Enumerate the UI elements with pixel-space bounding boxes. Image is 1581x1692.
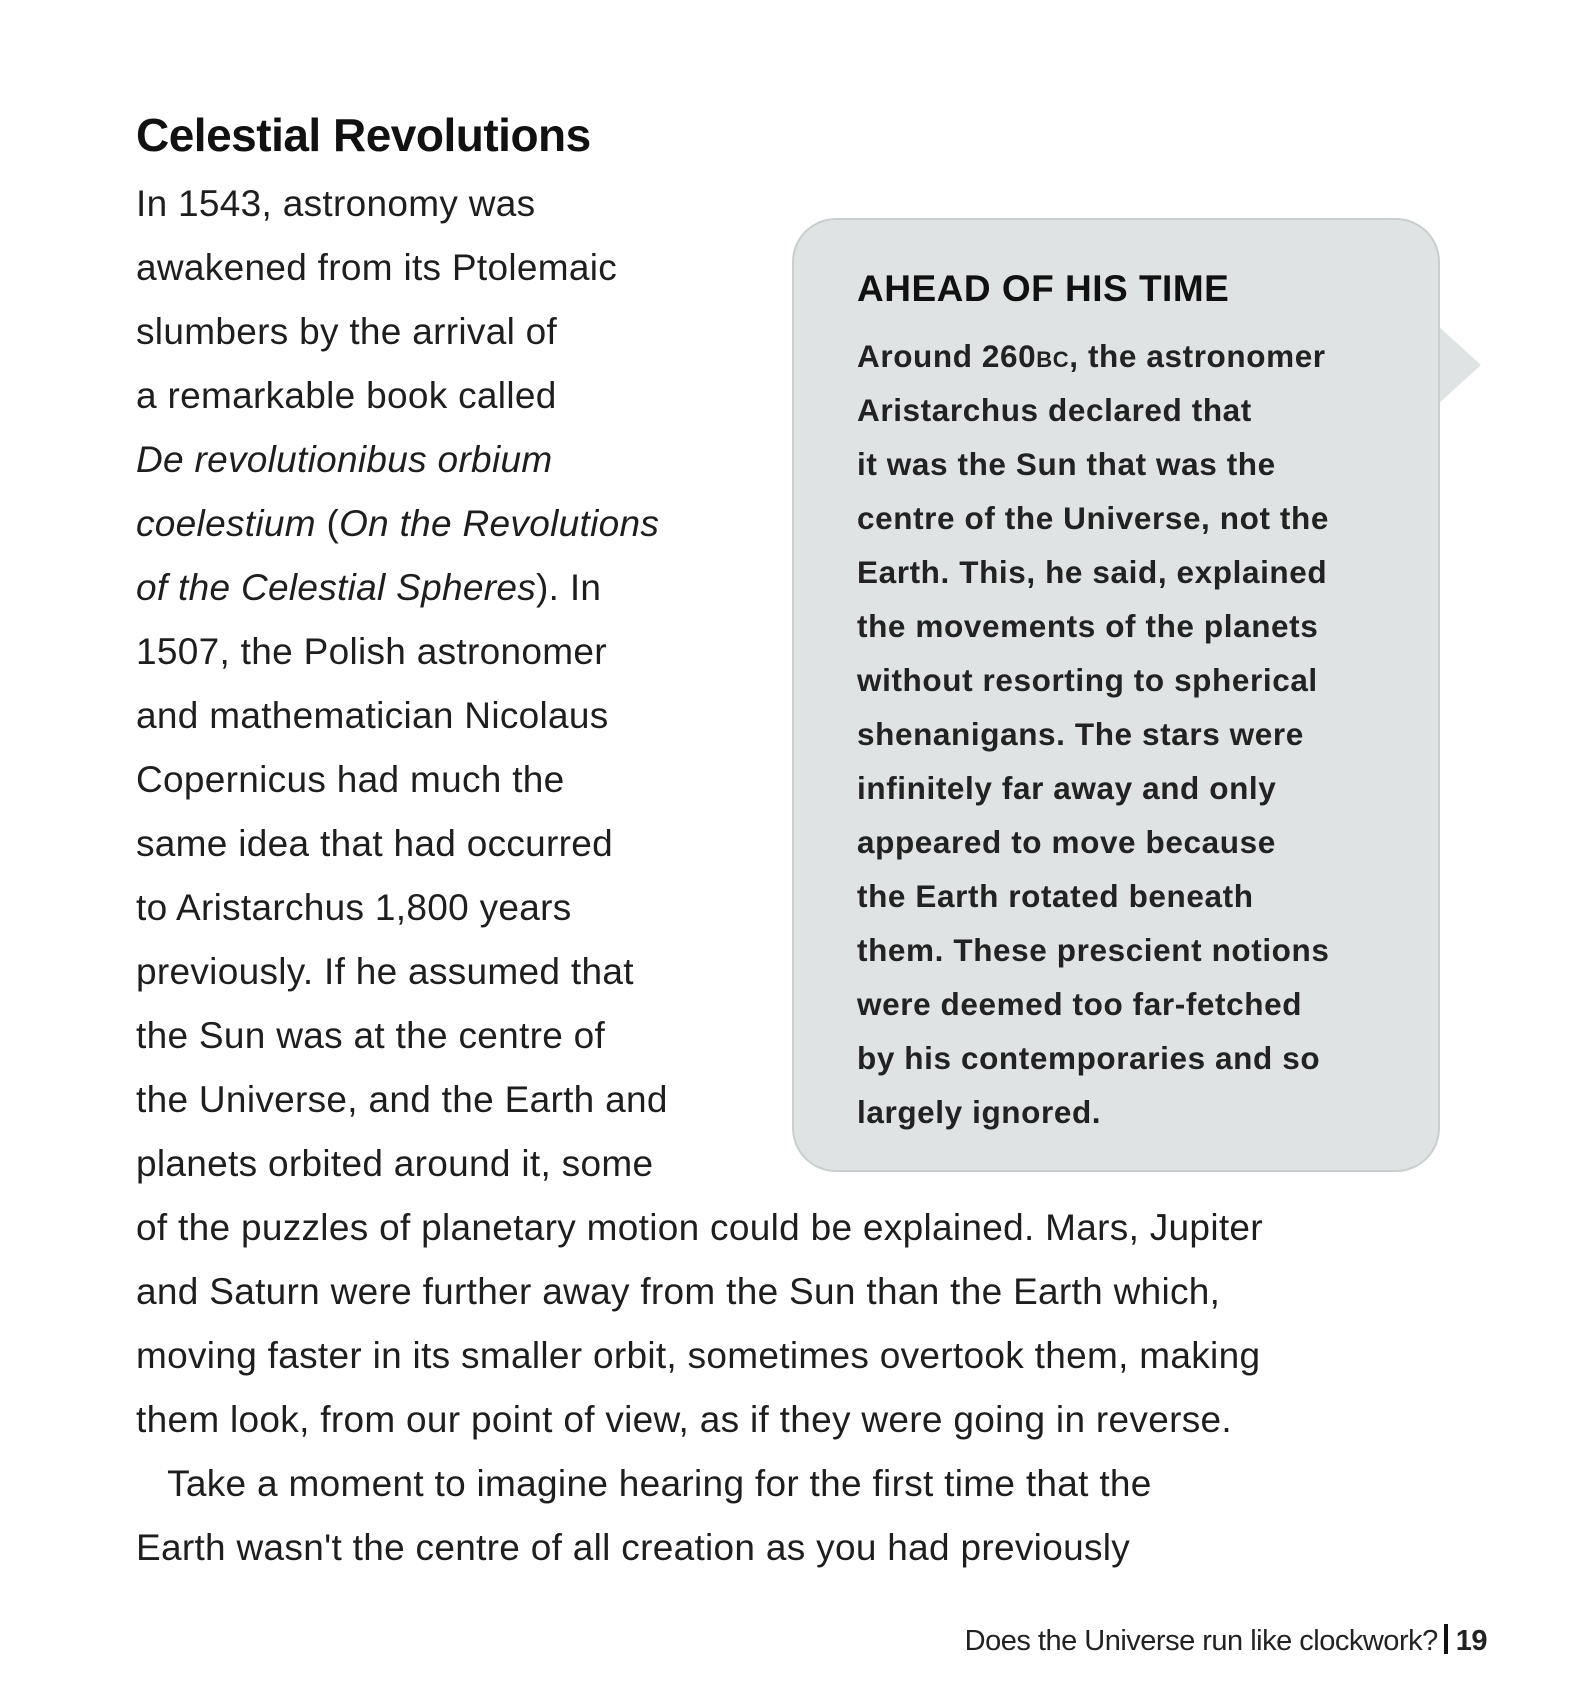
callout-line: shenanigans. The stars were <box>857 716 1304 752</box>
body-line: same idea that had occurred <box>136 823 614 864</box>
book-title-translation: of the Celestial Spheres <box>136 567 537 608</box>
page-number: 19 <box>1455 1625 1487 1657</box>
body-line: and Saturn were further away from the Sun than the Earth which, <box>136 1271 1221 1312</box>
body-line: and mathematician Nicolaus <box>136 695 609 736</box>
section-heading: Celestial Revolutions <box>136 109 591 161</box>
page-footer <box>965 1624 1487 1658</box>
body-line <box>136 502 659 546</box>
body-line: Earth wasn't the centre of all creation as you had previously <box>136 1527 1131 1568</box>
callout-line: it was the Sun that was the <box>857 446 1276 482</box>
callout-line: the Earth rotated beneath <box>857 878 1254 914</box>
body-line <box>136 566 601 610</box>
callout-line: by his contemporaries and so <box>857 1040 1321 1076</box>
body-line: 1507, the Polish astronomer <box>136 631 607 672</box>
text: Around 260 <box>857 338 1037 374</box>
body-line: them look, from our point of view, as if they were going in reverse. <box>136 1399 1232 1440</box>
body-line: awakened from its Ptolemaic <box>136 247 618 288</box>
callout-line: infinitely far away and only <box>857 770 1277 806</box>
body-line: of the puzzles of planetary motion could be explained. Mars, Jupiter <box>136 1207 1263 1248</box>
body-line: to Aristarchus 1,800 years <box>136 887 572 928</box>
body-line: moving faster in its smaller orbit, sometimes overtook them, making <box>136 1335 1261 1376</box>
paren: ( <box>315 503 340 544</box>
footer-divider <box>1444 1624 1448 1654</box>
callout-title: AHEAD OF HIS TIME <box>857 268 1230 309</box>
callout-line: appeared to move because <box>857 824 1276 860</box>
book-title: coelestium <box>136 503 316 544</box>
callout-line <box>857 337 1326 379</box>
running-head: Does the Universe run like clockwork? <box>964 1625 1438 1657</box>
body-line: a remarkable book called <box>136 375 557 416</box>
body-line: the Sun was at the centre of <box>136 1015 606 1056</box>
callout-line: them. These prescient notions <box>857 932 1330 968</box>
book-title-line: De revolutionibus orbium <box>136 439 553 480</box>
book-title-translation: On the Revolutions <box>339 503 660 544</box>
text: ). In <box>536 567 602 608</box>
era-smallcaps: BC <box>1036 347 1070 372</box>
callout-line: were deemed too far-fetched <box>857 986 1303 1022</box>
body-line: Copernicus had much the <box>136 759 565 800</box>
body-line: slumbers by the arrival of <box>136 311 558 352</box>
callout-line: centre of the Universe, not the <box>857 500 1329 536</box>
callout-line: without resorting to spherical <box>857 662 1318 698</box>
body-line: the Universe, and the Earth and <box>136 1079 668 1120</box>
callout-tail <box>1437 325 1481 405</box>
text: , the astronomer <box>1069 338 1326 374</box>
callout-line: Aristarchus declared that <box>857 392 1252 428</box>
body-line: planets orbited around it, some <box>136 1143 654 1184</box>
callout-line: largely ignored. <box>857 1094 1102 1130</box>
body-line: Take a moment to imagine hearing for the first time that the <box>136 1463 1152 1504</box>
body-line: In 1543, astronomy was <box>136 183 536 224</box>
body-line: previously. If he assumed that <box>136 951 634 992</box>
callout-line: the movements of the planets <box>857 608 1319 644</box>
callout-line: Earth. This, he said, explained <box>857 554 1328 590</box>
